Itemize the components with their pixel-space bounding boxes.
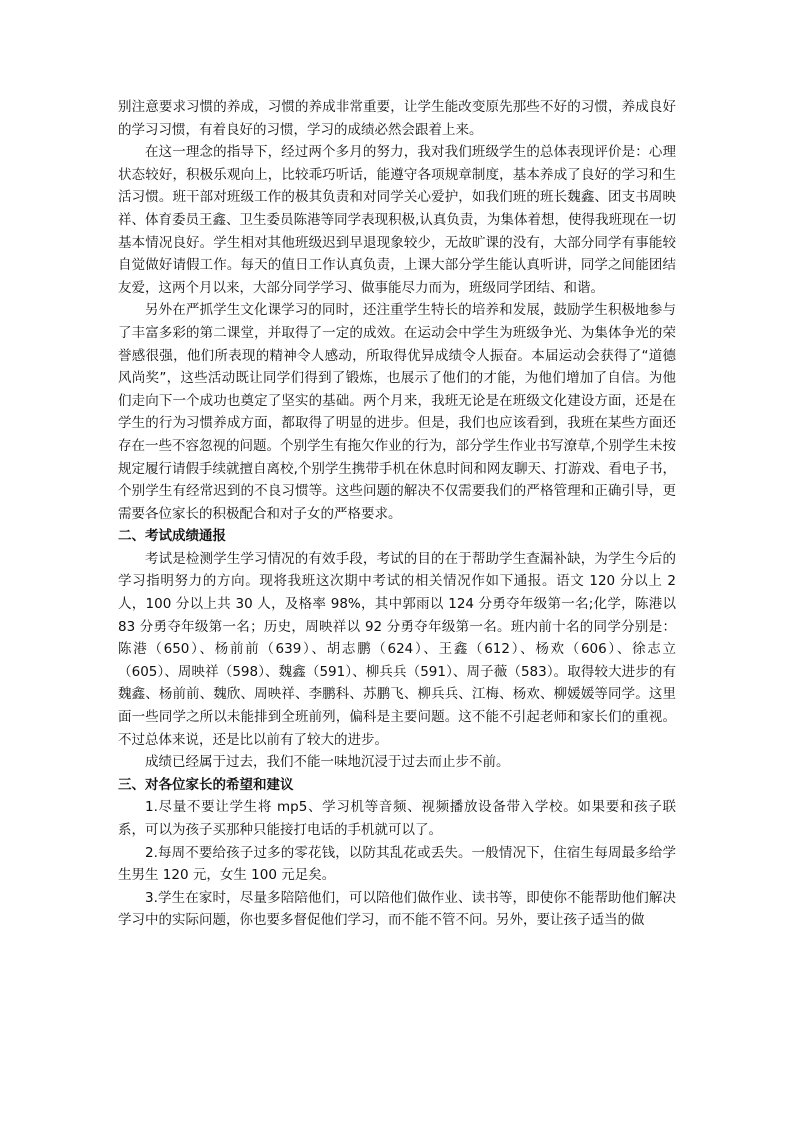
paragraph-suggestion-3: 3.学生在家时，尽量多陪陪他们，可以陪他们做作业、读书等，即使你不能帮助他们解决学习中的实际问题，你也要多督促他们学习，而不能不管不问。另外，要让孩子适当的做 [118,889,676,929]
document-page [118,96,676,932]
paragraph-suggestion-1: 1.尽量不要让学生将 mp5、学习机等音频、视频播放设备带入学校。如果要和孩子联系，可以为孩子买那种只能接打电话的手机就可以了。 [118,799,676,838]
paragraph-habits-intro: 别注意要求习惯的养成，习惯的养成非常重要，让学生能改变原先那些不好的习惯，养成良好的学习习惯，有着良好的习惯，学习的成绩必然会跟着上来。 [118,99,676,138]
paragraph-past-results: 成绩已经属于过去，我们不能一味地沉浸于过去而止步不前。 [145,754,510,771]
paragraph-extracurricular: 另外在严抓学生文化课学习的同时，还注重学生特长的培养和发展，鼓励学生积极地参与了丰富多彩的第二课堂，并取得了一定的成效。在运动会中学生为班级争光、为集体争光的荣誉感很强，他们所表现的精神令人感动，所取得优异成绩令人振奋。本届运动会获得了“道德风尚奖”，这些活动既让同学们得到了锻炼，也展示了他们的才能，为他们增加了自信。为他们走向下一个成功也奠定了坚实的基础。两个月来，我班无论是在班级文化建设方面，还是在学生的行为习惯养成方面，都取得了明显的进步。但是，我们也应该看到，我班在某些方面还存在一些不容忽视的问题。个别学生有拖欠作业的行为，部分学生作业书写潦草,个别学生未按规定履行请假手续就擅自离校,个别学生携带手机在休息时间和网友聊天、打游戏、看电子书，个别学生有经常迟到的不良习惯等。这些问题的解决不仅需要我们的严格管理和正确引导，更需要各位家长的积极配合和对子女的严格要求。 [118,302,676,522]
paragraph-exam-results: 考试是检测学生学习情况的有效手段，考试的目的在于帮助学生查漏补缺，为学生今后的学习指明努力的方向。现将我班这次期中考试的相关情况作如下通报。语文 120 分以上 2 人，100 分以上共 30 人，及格率 98%，其中郭雨以 124 分勇夺年级第一名;化学，陈港以 83 分勇夺年级第一名；历史，周映祥以 92 分勇夺年级第一名。班内前十名的同学分别是：陈港（650）、杨前前（639）、胡志鹏（624）、王鑫（612）、杨欢（606）、徐志立（605）、周映祥（598）、魏鑫（591）、柳兵兵（591）、周子薇（583）。取得较大进步的有魏鑫、杨前前、魏欣、周映祥、李鹏科、苏鹏飞、柳兵兵、江梅、杨欢、柳媛媛等同学。这里面一些同学之所以未能排到全班前列，偏科是主要问题。这不能不引起老师和家长们的重视。不过总体来说，还是比以前有了较大的进步。 [118,550,676,748]
section-heading-parent-suggestions: 三、对各位家长的希望和建议 [118,776,294,793]
section-heading-exam-results: 二、考试成绩通报 [118,528,226,545]
paragraph-suggestion-2: 2.每周不要给孩子过多的零花钱，以防其乱花或丢失。一般情况下，住宿生每周最多给学生男生 120 元，女生 100 元足矣。 [118,844,676,884]
paragraph-class-evaluation: 在这一理念的指导下，经过两个多月的努力，我对我们班级学生的总体表现评价是：心理状态较好，积极乐观向上，比较乖巧听话，能遵守各项规章制度，基本养成了良好的学习和生活习惯。班干部对班级工作的极其负责和对同学关心爱护，如我们班的班长魏鑫、团支书周映祥、体育委员王鑫、卫生委员陈港等同学表现积极,认真负责，为集体着想，使得我班现在一切基本情况良好。学生相对其他班级迟到早退现象较少，无故旷课的没有，大部分同学有事能较自觉做好请假工作。每天的值日工作认真负责，上课大部分学生能认真听讲，同学之间能团结友爱，这两个月以来，大部分同学学习、做事能尽力而为，班级同学团结、和谐。 [118,144,676,296]
